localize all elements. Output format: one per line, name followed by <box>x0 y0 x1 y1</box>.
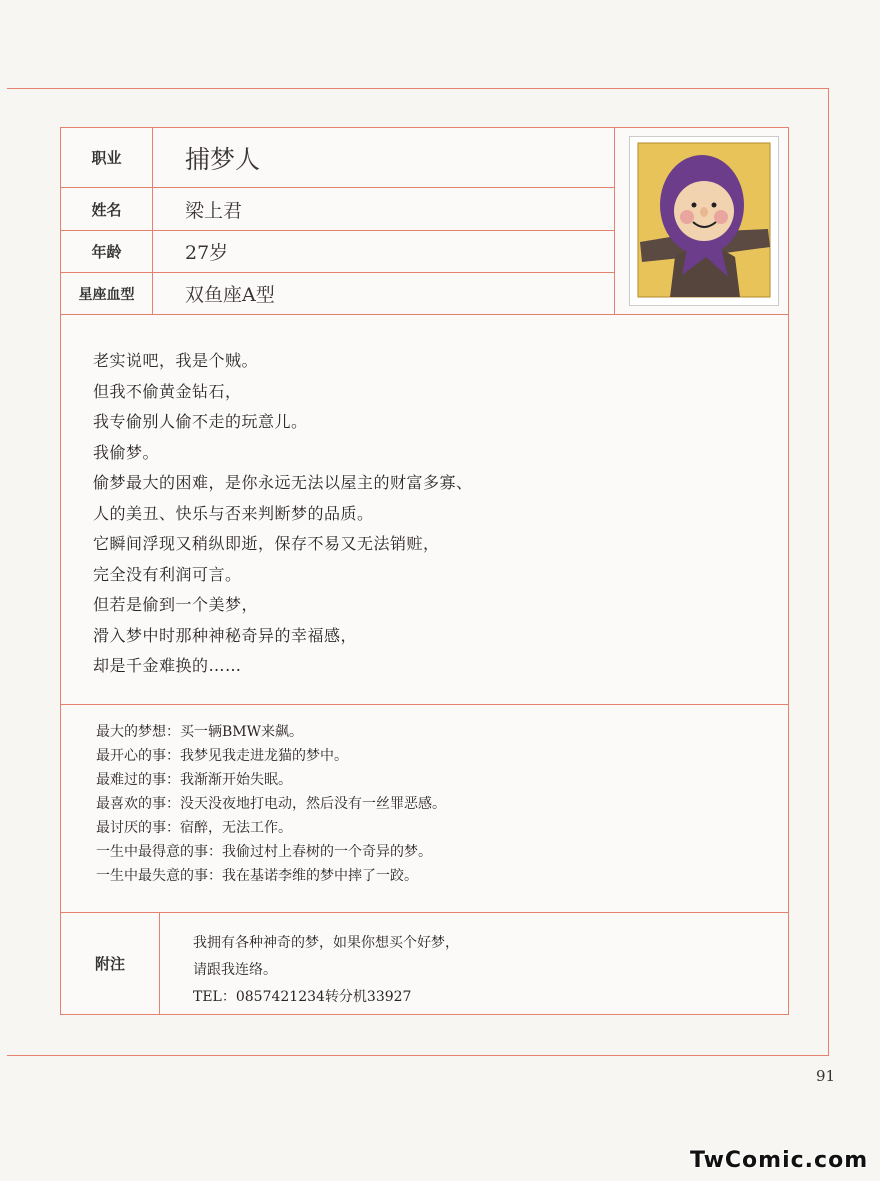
name-label: 姓名 <box>91 200 122 219</box>
story-line: 我专偷别人偷不走的玩意儿。 <box>93 412 308 431</box>
table-divider <box>152 128 153 314</box>
note-line: 请跟我连络。 <box>193 962 277 978</box>
zodiac-blood-label: 星座血型 <box>78 286 135 303</box>
occupation-value: 捕梦人 <box>185 144 261 174</box>
story-line: 却是千金难换的…… <box>93 656 242 675</box>
fact-item: 最难过的事：我渐渐开始失眠。 <box>96 772 292 788</box>
table-divider <box>159 912 160 1014</box>
dream-thief-illustration <box>630 137 778 305</box>
note-line: 我拥有各种神奇的梦，如果你想买个好梦， <box>193 935 459 951</box>
story-line: 滑入梦中时那种神秘奇异的幸福感， <box>93 625 358 645</box>
fact-item: 最喜欢的事：没天没夜地打电动，然后没有一丝罪恶感。 <box>96 796 446 812</box>
section-divider <box>61 912 788 913</box>
facts-list <box>96 720 736 888</box>
note-text <box>193 930 753 1011</box>
section-divider <box>61 314 788 315</box>
story-line: 人的美丑、快乐与否来判断梦的品质。 <box>93 503 374 523</box>
age-label: 年龄 <box>91 243 122 261</box>
story-line: 老实说吧，我是个贼。 <box>93 351 259 370</box>
story-line: 它瞬间浮现又稍纵即逝，保存不易又无法销赃， <box>93 534 440 553</box>
story-line: 偷梦最大的困难，是你永远无法以屋主的财富多寡、 <box>93 473 473 492</box>
story-line: 我偷梦。 <box>93 442 160 462</box>
fact-item: 最大的梦想：买一辆BMW来飙。 <box>96 724 304 740</box>
zodiac-blood-value: 双鱼座A型 <box>185 284 275 306</box>
story-line: 但我不偷黄金钻石， <box>93 381 242 401</box>
name-value: 梁上君 <box>185 199 243 222</box>
fact-item: 最讨厌的事：宿醉，无法工作。 <box>96 820 292 836</box>
fact-item: 一生中最失意的事：我在基诺李维的梦中摔了一跤。 <box>96 868 418 884</box>
table-divider <box>614 128 615 314</box>
story-line: 完全没有利润可言。 <box>93 564 242 584</box>
section-divider <box>61 704 788 705</box>
story-text <box>93 346 733 682</box>
profile-card <box>60 127 789 1015</box>
occupation-label: 职业 <box>91 149 122 167</box>
watermark: TwComic.com <box>690 1148 869 1173</box>
age-value: 27岁 <box>185 242 229 264</box>
page-number: 91 <box>816 1067 836 1085</box>
note-line: TEL：0857421234转分机33927 <box>193 989 412 1005</box>
fact-item: 最开心的事：我梦见我走进龙猫的梦中。 <box>96 748 348 764</box>
portrait-photo <box>629 136 779 306</box>
fact-item: 一生中最得意的事：我偷过村上春树的一个奇异的梦。 <box>96 844 432 860</box>
story-line: 但若是偷到一个美梦， <box>93 595 259 614</box>
note-label: 附注 <box>94 955 125 973</box>
